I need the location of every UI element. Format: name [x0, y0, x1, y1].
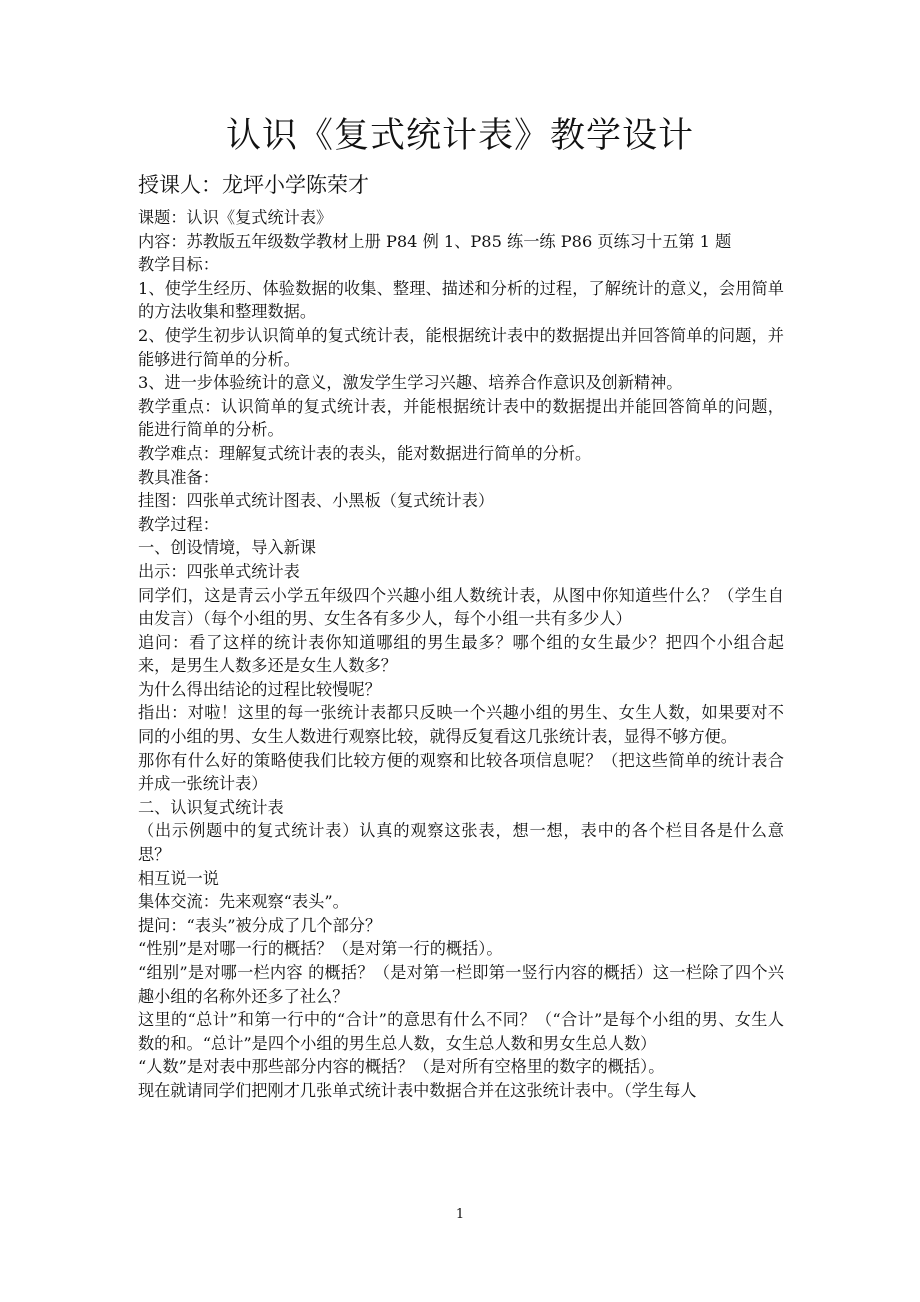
page-number: 1	[455, 1207, 465, 1222]
paragraph: 集体交流：先来观察“表头”。	[138, 892, 349, 912]
paragraph: 相互说一说	[138, 868, 219, 888]
paragraph: 一、创设情境，导入新课	[138, 538, 317, 558]
paragraph: 指出：对啦！这里的每一张统计表都只反映一个兴趣小组的男生、女生人数，如果要对不同的小组的男、女生人数进行观察比较，就得反复看这几张统计表，显得不够方便。	[138, 703, 784, 747]
paragraph: 二、认识复式统计表	[138, 797, 284, 817]
paragraph: 这里的“总计”和第一行中的“合计”的意思有什么不同？（“合计”是每个小组的男、女生人数的和。“总计”是四个小组的男生总人数，女生总人数和男女生总人数）	[138, 1010, 784, 1053]
paragraph: 1、使学生经历、体验数据的收集、整理、描述和分析的过程，了解统计的意义，会用简单的方法收集和整理数据。	[138, 278, 784, 322]
paragraph: 为什么得出结论的过程比较慢呢？	[138, 679, 381, 699]
paragraph: “性别”是对哪一行的概括？（是对第一行的概括）。	[138, 939, 503, 959]
paragraph: “人数”是对表中那些部分内容的概括？（是对所有空格里的数字的概括）。	[138, 1057, 665, 1077]
paragraph: 教学重点：认识简单的复式统计表，并能根据统计表中的数据提出并能回答简单的问题，能进行简单的分析。	[138, 396, 784, 440]
paragraph: 教学目标：	[138, 255, 219, 275]
paragraph: 出示：四张单式统计表	[138, 561, 300, 581]
paragraph: 现在就请同学们把刚才几张单式统计表中数据合并在这张统计表中。（学生每人	[138, 1080, 697, 1100]
paragraph: 内容：苏教版五年级数学教材上册 P84 例 1、P85 练一练 P86 页练习十五第 1 题	[138, 231, 732, 251]
paragraph: 教学过程：	[138, 514, 219, 534]
paragraph: “组别”是对哪一栏内容 的概括？（是对第一栏即第一竖行内容的概括）这一栏除了四个兴趣小组的名称外还多了社么？	[138, 963, 784, 1006]
paragraph: 提问：“表头”被分成了几个部分？	[138, 915, 382, 935]
document-title: 认识《复式统计表》教学设计	[225, 116, 694, 156]
paragraph: 那你有什么好的策略使我们比较方便的观察和比较各项信息呢？（把这些简单的统计表合并成一张统计表）	[138, 750, 784, 794]
paragraph: 同学们，这是青云小学五年级四个兴趣小组人数统计表，从图中你知道些什么？（学生自由发言）（每个小组的男、女生各有多少人，每个小组一共有多少人）	[138, 585, 784, 629]
paragraph: 教具准备：	[138, 467, 219, 487]
paragraph: 挂图：四张单式统计图表、小黑板（复式统计表）	[138, 491, 495, 511]
paragraph: 3、进一步体验统计的意义，激发学生学习兴趣、培养合作意识及创新精神。	[138, 373, 683, 393]
paragraph: 课题：认识《复式统计表》	[138, 208, 333, 227]
paragraph: 追问：看了这样的统计表你知道哪组的男生最多？哪个组的女生最少？把四个小组合起来，是男生人数多还是女生人数多？	[138, 632, 784, 676]
paragraph: 2、使学生初步认识简单的复式统计表，能根据统计表中的数据提出并回答简单的问题，并能够进行简单的分析。	[138, 325, 784, 369]
paragraph: （出示例题中的复式统计表）认真的观察这张表，想一想，表中的各个栏目各是什么意思？	[138, 821, 784, 865]
document-body	[138, 206, 784, 1103]
author-line: 授课人：龙坪小学陈荣才	[138, 173, 369, 197]
paragraph: 教学难点：理解复式统计表的表头，能对数据进行简单的分析。	[138, 443, 592, 463]
